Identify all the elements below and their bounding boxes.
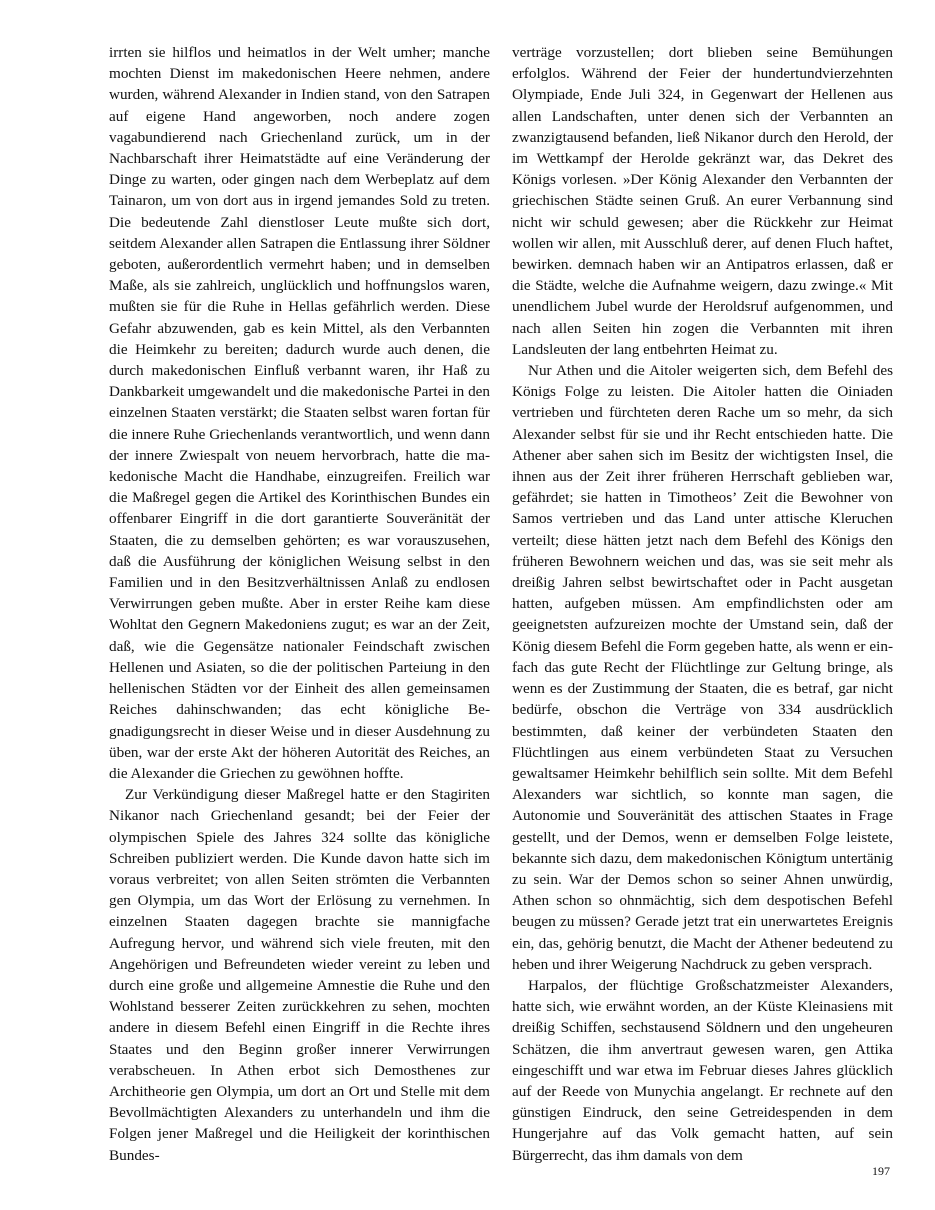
- paragraph: Harpalos, der flüchtige Großschatzmeister Alexanders, hatte sich, wie erwähnt worden, an der Küste Kleinasiens mit dreißig Schiffen, sechstausend Söldnern und den ungeheuren Schätzen, die ihm anvertraut gewesen waren, gen Attika eingeschifft und war etwa im Februar dieses Jahres glücklich auf der Reede von Munychia angelangt. Er rechnete auf den günstigen Eindruck, den seine Getreidespenden in dem Hungerjahre auf das Volk gemacht hatten, auf sein Bürgerrecht, das ihm damals von dem: [512, 976, 893, 1164]
- paragraph: Nur Athen und die Aitoler weigerten sich, dem Befehl des Königs Folge zu leisten. Die Aitoler hatten die Oiniaden vertrieben und fürchteten deren Rache um so mehr, da sich Alexander selbst für sie und ihr Recht entschieden hatte. Die Athener aber sahen sich im Besitz der wichtigsten Insel, die ihnen aus der Zeit ihrer früheren Herrschaft geblieben war, gefährdet; sie hatten in Timotheos’ Zeit die Bewohner von Samos vertrieben und das Land unter attische Kleruchen verteilt; diese hätten jetzt nach dem Befehl des Königs den früheren Bewohnern weichen und das, was sie seit mehr als dreißig Jahren selbst bewirtschaftet oder in Pacht ausgetan hatten, aufgeben müssen. Am empfindlichsten oder am geeignetsten aufzureizen mochte der Umstand sein, daß der König diesem Befehl die Form gegeben hatte, als wenn er einfach das gute Recht der Flüchtlinge zur Geltung bringe, als wenn es der Zustimmung der Staaten, die es betraf, gar nicht bedürfe, obschon die Verträge von 334 ausdrücklich bestimmten, daß keiner der verbündeten Staaten den Flüchtlingen aus einem verbündeten Staat zu Versuchen gewaltsamer Heimkehr behilflich sein sollte. Mit dem Befehl Alexanders war sichtlich, so konnte man sagen, die Autonomie und Souveränität des attischen Staates in Frage gestellt, und der Demos, wenn er demselben Folge leistete, bekannte sich dazu, dem makedonischen Königtum untertänig zu sein. War der Demos schon so seiner Ahnen unwürdig, Athen schon so ohnmächtig, sich dem despotischen Befehl beugen zu müssen? Gerade jetzt trat ein unerwartetes Ereignis ein, das, gehörig benutzt, die Macht der Athener bedeutend zu heben und ihrer Weigerung Nachdruck zu geben versprach.: [512, 362, 893, 973]
- paragraph: Zur Verkündigung dieser Maßregel hatte er den Stagiriten Nikanor nach Griechenland gesandt; bei der Feier der olympischen Spiele des Jahres 324 sollte das königliche Schreiben publiziert werden. Die Kunde davon hatte sich im voraus verbreitet; von allen Seiten strömten die Verbannten gen Olympia, um das Wort der Erlösung zu vernehmen. In einzelnen Staaten dagegen brachte sie mannigfache Aufregung hervor, und während sich viele freuten, mit den Angehörigen und Befreundeten wieder vereint zu leben und durch eine große und allgemeine Amnestie die Ruhe und den Wohlstand besserer Zeiten zurückkehren zu sehen, mochten andere in diesem Befehl einen Eingriff in die Rechte ihres Staates und den Beginn großer innerer Verwirrungen verabscheuen. In Athen erbot sich Demosthenes zur Architheorie gen Olympia, um dort an Ort und Stelle mit dem Bevollmächtigten Alexanders zu unterhandeln und ihm die Folgen jener Maßregel und die Heiligkeit der korinthischen Bundes-: [109, 786, 490, 1164]
- left-text-column: [109, 42, 490, 1166]
- paragraph-continued: irrten sie hilflos und heimatlos in der Welt umher; manche mochten Dienst im makedonischen Heere nehmen, andere wurden, während Alexander in Indien stand, von den Satrapen auf eigene Hand angeworben, noch andere zogen vagabundierend nach Griechenland zurück, um in der Nachbarschaft ihrer Heimatstädte auf eine Veränderung der Dinge zu warten, oder gingen nach dem Werbeplatz auf dem Tainaron, um von dort aus in irgend jemandes Sold zu treten. Die bedeutende Zahl dienstloser Leute mußte sich dort, seitdem Alexander allen Satrapen die Entlassung ihrer Söldner geboten, außerordentlich vermehrt haben; und in demselben Maße, als sie zahlreich, unglücklich und hoffnungslos waren, mußten sie für die Ruhe in Hellas gefährlich werden. Diese Gefahr abzuwenden, gab es kein Mittel, als den Verbannten die Heimkehr zu bereiten; dadurch wurde auch denen, die durch makedonischen Einfluß verbannt waren, ihr Haß zu Dankbarkeit umgewandelt und die makedonische Partei in den einzelnen Staaten verstärkt; die Staaten selbst waren fortan für die innere Ruhe Griechenlands verantwortlich, und wenn dann der innere Zwiespalt von neuem hervorbrach, hatte die makedonische Macht die Handhabe, einzugreifen. Freilich war die Maßregel gegen die Artikel des Korinthischen Bundes ein offenbarer Eingriff in die dort garantierte Souveränität der Staaten, die zu demselben gehörten; es war vorauszusehen, daß die Ausführung der königlichen Weisung selbst in den Familien und in den Besitzverhältnissen Anlaß zu endlosen Verwirrungen geben mußte. Aber in erster Reihe kam diese Wohltat den Gegnern Makedoniens zugut; es war an der Zeit, daß, wie die Gegensätze nationaler Feindschaft zwischen Hellenen und Asiaten, so die der politischen Parteiung in den hellenischen Städten vor der Einheit des allen gemeinsamen Reiches dahinschwanden; das echt königliche Begnadigungsrecht in dieser Weise und in dieser Ausdehnung zu üben, war der erste Akt der höheren Autorität des Reiches, an die Alexander die Griechen zu gewöhnen hoffte.: [109, 44, 490, 782]
- paragraph-continued: verträge vorzustellen; dort blieben seine Bemühungen erfolglos. Während der Feier der hundertundvierzehnten Olympiade, Ende Juli 324, in Gegenwart der Hellenen aus allen Landschaften, unter denen sich der Verbannten an zwanzigtausend befanden, ließ Nikanor durch den Herold, der im Wettkampf der Herolde gekränzt war, das Dekret des Königs vorlesen. »Der König Alexander den Verbannten der griechischen Städte seinen Gruß. An eurer Verbannung sind nicht wir schuld gewesen; aber die Rückkehr zur Heimat wollen wir allen, mit Ausschluß derer, auf denen Fluch haftet, bewirken. demnach haben wir an Antipatros erlassen, daß er die Städte, welche die Aufnahme weigern, dazu zwinge.« Mit unendlichem Jubel wurde der Heroldsruf aufgenommen, und nach allen Seiten hin zogen die Verbannten mit ihren Landsleuten der lang entbehrten Heimat zu.: [512, 44, 893, 358]
- page-number: 197: [872, 1164, 890, 1178]
- right-text-column: [512, 42, 893, 1166]
